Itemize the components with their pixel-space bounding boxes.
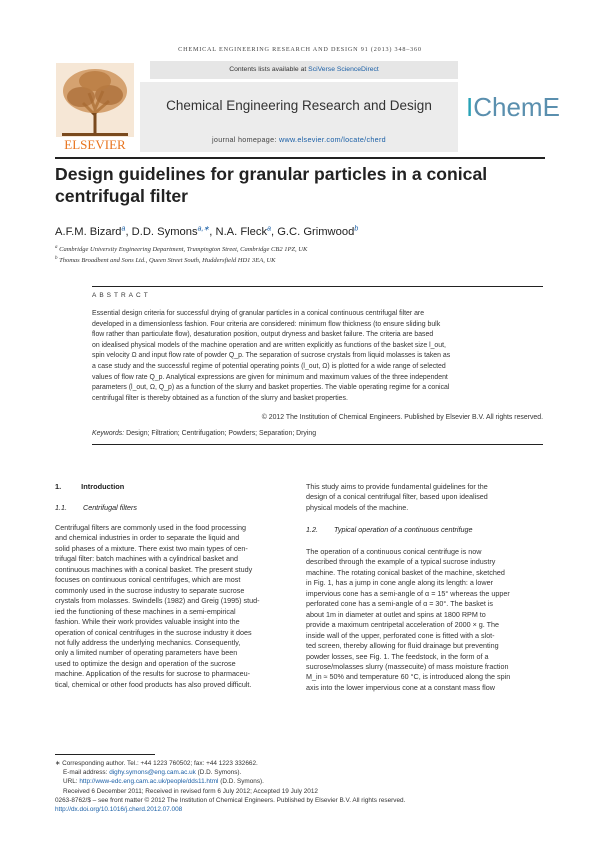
right-column-text — [306, 547, 543, 693]
abstract-line: spin velocity Ω and input flow rate of powder Q_p. The separation of sucrose crystals from liquid molasses is taken as — [92, 352, 451, 360]
elsevier-logo — [56, 63, 134, 153]
body-line: and chemical industries in order to separate the liquid and — [55, 533, 240, 543]
author-list — [55, 224, 358, 238]
body-line: about 1m in diameter at outlet and spins at 1800 RPM to — [306, 609, 486, 619]
article-title-line-2: centrifugal filter — [55, 186, 188, 206]
body-line: Centrifugal filters are commonly used in the food processing — [55, 523, 246, 532]
body-line: machine. Application of the results for sucrose to pharmaceu- — [55, 669, 250, 679]
elsevier-tree-icon — [56, 63, 134, 153]
body-line: focuses on continuous conical centrifuges, which are most — [55, 575, 241, 585]
body-line: ted screen, thereby allowing for fluid drainage but preventing — [306, 641, 499, 651]
body-line: M_in ≈ 50% and temperature 60 °C, is introduced along the spin — [306, 672, 511, 682]
footnote-rule — [55, 754, 155, 755]
article-title-line-1: Design guidelines for granular particles in a conical — [55, 164, 488, 184]
body-line: operation of conical centrifuges in the sucrose industry it does — [55, 627, 252, 637]
abstract-line: centrifugal filter is thereby obtained as a function of the slurry and basket properties. — [92, 394, 348, 402]
keywords-list: Design; Filtration; Centrifugation; Powders; Separation; Drying — [126, 430, 317, 437]
body-line: axis into the lower impervious cone at a constant mass flow — [306, 682, 495, 692]
subsection-heading-1-1: 1.1. Centrifugal filters — [55, 503, 137, 512]
body-line: machine. The rotating conical basket of the machine, sketched — [306, 567, 505, 577]
body-line: described through the example of a typical sucrose industry — [306, 557, 496, 567]
body-line: fashion. While their work provides valuable insight into the — [55, 617, 240, 627]
body-line: physical models of the machine. — [306, 502, 409, 512]
abstract-top-rule — [92, 286, 543, 287]
keywords — [92, 430, 316, 437]
abstract-line: Essential design criteria for successful drying of granular particles in a conical continuous centrifugal filter are — [92, 310, 425, 317]
body-line: in Fig. 1, has a jump in cone angle along its length: a lower — [306, 578, 493, 588]
abstract-line: flow rather than particulate flow), desaturation position, output dryness and basket failure. The criteria are based — [92, 331, 434, 339]
body-line: continuous machines with a conical basket. The present study — [55, 564, 253, 574]
homepage-link[interactable]: www.elsevier.com/locate/cherd — [278, 135, 386, 144]
body-line: design of a conical centrifugal filter, based upon idealised — [306, 492, 488, 502]
abstract-line: values of flow rate Q_p. Analytical expressions are given for minimum and maximum values of the three independent — [92, 373, 448, 381]
affiliation: $^b$ Thomas Broadbent and Sons Ltd., Queen Street South, Huddersfield HD1 3EA, UK — [55, 256, 276, 265]
body-line: crystals from molasses. Swindells (1982) and Greig (1995) stud- — [55, 596, 260, 606]
abstract-line: developed in a dimensionless fashion. Four criteria are considered: minimum flow thickness (to ensure sliding bulk — [92, 320, 441, 328]
abstract-line: on idealised physical models of the machine operation and are written explicitly as functions of the basket size l_out, — [92, 341, 446, 349]
body-line: inside wall of the upper, perforated cone is fitted with a slot- — [306, 630, 495, 640]
icheme-logo — [466, 92, 560, 123]
body-line: powder losses, see Fig. 1. The feedstock, in the form of a — [306, 651, 489, 661]
affiliation: $^a$ Cambridge University Engineering Department, Trumpington Street, Cambridge CB2 1PZ, UK — [55, 245, 308, 254]
email-link[interactable]: dighy.symons@eng.cam.ac.uk — [109, 769, 196, 777]
author: A.F.M. Bizard$^a$, — [55, 225, 132, 238]
body-line: trifugal filter: batch machines with a cylindrical basket and — [55, 554, 238, 564]
body-line: sucrose/molasses slurry (massecuite) of mass moisture fraction — [306, 661, 509, 671]
author: D.D. Symons$^{a,∗}$, — [131, 225, 216, 238]
right-column-intro — [306, 482, 543, 513]
section-heading-1: 1. Introduction — [55, 482, 125, 491]
author: G.C. Grimwood$^b$ — [277, 225, 359, 238]
abstract-line: a case study and the successful regime of potential operating points (l_out, Ω) is plotted for a wide range of selected — [92, 362, 446, 370]
journal-homepage — [140, 135, 458, 144]
corresponding-author: ∗ Corresponding author. Tel.: +44 1223 760502; fax: +44 1223 332662. — [55, 760, 258, 767]
body-line: provide a maximum centripetal acceleration of 2000 × g. The — [306, 620, 500, 630]
received-dates: Received 6 December 2011; Received in revised form 6 July 2012; Accepted 19 July 2012 — [63, 787, 318, 795]
contents-available-bar — [150, 61, 458, 79]
url-link[interactable]: http://www-edc.eng.cam.ac.uk/people/dds11.html — [79, 778, 219, 786]
keywords-label: Keywords: — [92, 430, 125, 437]
body-line: used to optimize the design and operation of the sucrose — [55, 658, 236, 668]
body-line: tical, chemical or other food products has also proved difficult. — [55, 679, 252, 689]
article-title — [55, 163, 535, 207]
journal-title: Chemical Engineering Research and Design — [166, 98, 432, 113]
left-column-text — [55, 523, 291, 690]
sciencedirect-link[interactable]: SciVerse ScienceDirect — [308, 66, 379, 73]
body-line: not fully address the underlying mechanics. Consequently, — [55, 637, 241, 647]
icheme-logo-rest: ChemE — [473, 92, 560, 122]
body-line: The operation of a continuous conical centrifuge is now — [306, 547, 482, 556]
abstract-line: parameters (l_out, Ω, Q_p) as a function of the slurry and basket properties. The viable operating regime for a conical — [92, 384, 450, 392]
body-line: This study aims to provide fundamental guidelines for the — [306, 482, 488, 491]
contents-prefix: Contents lists available at — [229, 66, 307, 73]
abstract-copyright: © 2012 The Institution of Chemical Engineers. Published by Elsevier B.V. All rights reserved. — [261, 414, 543, 421]
subsection-heading-1-2: 1.2. Typical operation of a continuous centrifuge — [306, 525, 473, 534]
elsevier-wordmark: ELSEVIER — [64, 137, 126, 152]
body-line: ied the functioning of these machines in a semi-empirical — [55, 606, 236, 616]
author: N.A. Fleck$^a$, — [215, 225, 278, 238]
footnote-block — [55, 759, 405, 814]
body-line: only a limited number of operating parameters have been — [55, 648, 238, 658]
body-line: perforated cone has a semi-angle of α = 30°. The basket is — [306, 599, 494, 609]
abstract-heading: ABSTRACT — [92, 292, 151, 299]
body-line: commonly used in the sucrose industry to separate sucrose — [55, 585, 245, 595]
body-line: impervious cone has a semi-angle of α = 15° whereas the upper — [306, 588, 510, 598]
icheme-logo-i: I — [466, 92, 474, 122]
banner-rule — [55, 157, 545, 159]
abstract-body — [92, 309, 543, 404]
url-line: URL: http://www-edc.eng.cam.ac.uk/people/dds11.html (D.D. Symons). — [63, 778, 264, 786]
running-head: CHEMICAL ENGINEERING RESEARCH AND DESIGN 91 (2013) 348–360 — [178, 46, 422, 53]
body-line: solid phases of a mixture. There exist two main types of cen- — [55, 543, 248, 553]
homepage-prefix: journal homepage: — [212, 135, 277, 144]
abstract-bottom-rule — [92, 444, 543, 445]
issn-line: 0263-8762/$ – see front matter © 2012 The Institution of Chemical Engineers. Published by Elsevier B.V. All rights reserved. — [55, 796, 406, 804]
email-line: E-mail address: dighy.symons@eng.cam.ac.uk (D.D. Symons). — [63, 769, 242, 777]
doi-link[interactable]: http://dx.doi.org/10.1016/j.cherd.2012.07.008 — [55, 806, 183, 814]
